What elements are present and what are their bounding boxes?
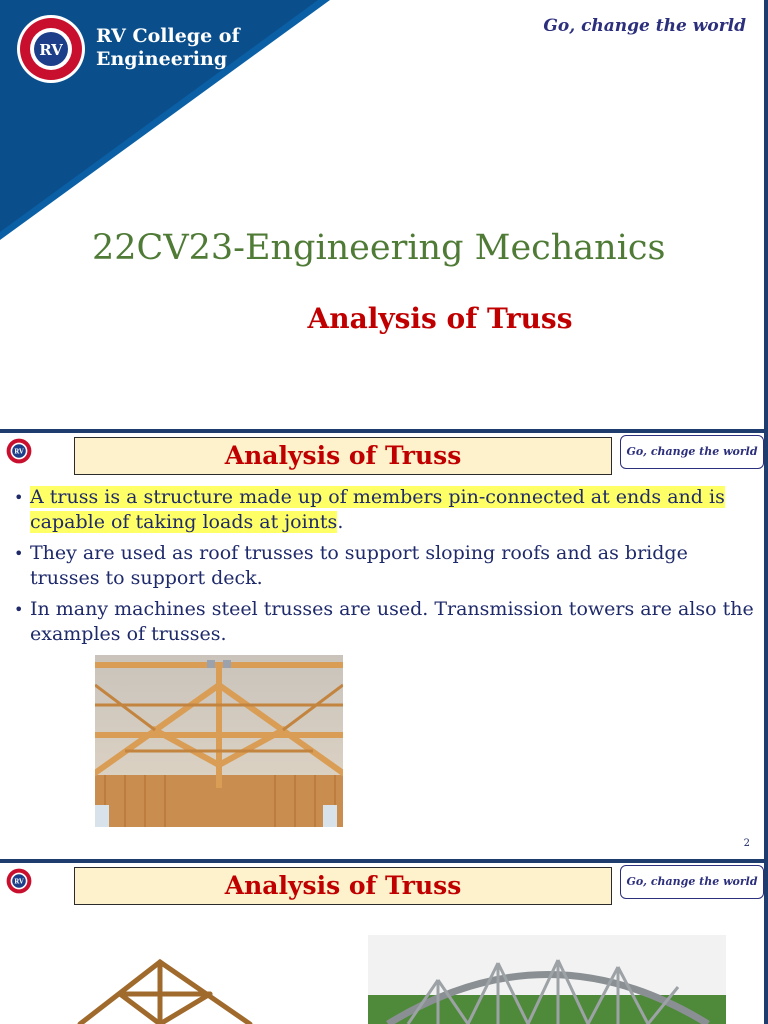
rv-logo-icon [16,14,86,84]
slide-border [764,433,768,859]
course-title: 22CV23-Engineering Mechanics [92,228,666,268]
highlighted-text: A truss is a structure made up of members pin-connected at ends and is capable of taking loads at joints [30,486,725,533]
slide-title: Analysis of Truss [224,441,462,470]
bullet-text-end: . [337,511,344,533]
college-name-line2: Engineering [96,48,228,70]
college-name [96,25,240,71]
tagline: Go, change the world [626,445,758,458]
svg-text:RV: RV [14,448,24,456]
slide-title: Analysis of Truss [224,871,462,900]
svg-text:RV: RV [14,878,24,886]
timber-roof-truss-photo [95,655,343,827]
svg-text:RV: RV [39,41,63,59]
college-name-line1: RV College of [96,25,240,47]
roof-truss-frame-photo [60,958,280,1024]
tagline: Go, change the world [626,875,758,888]
steel-bridge-truss-photo [368,935,726,1024]
slide-title-box [74,867,612,905]
tagline-box [620,435,764,469]
content-slide-2 [0,433,768,859]
slide-border [764,863,768,1024]
slide-subtitle: Analysis of Truss [307,302,573,335]
rv-logo-icon [5,867,33,895]
title-slide [0,0,768,429]
tagline: Go, change the world [543,16,746,36]
bullet-item: • They are used as roof trusses to support sloping roofs and as bridge trusses to support deck. [14,541,756,591]
slide-border [764,0,768,429]
bullet-list [14,485,756,653]
content-slide-3 [0,863,768,1024]
tagline-box [620,865,764,899]
bullet-item: • In many machines steel trusses are used. Transmission towers are also the examples of trusses. [14,597,756,647]
bullet-item [14,485,756,535]
page-number: 2 [743,838,750,849]
rv-logo-icon [5,437,33,465]
slide-title-box [74,437,612,475]
